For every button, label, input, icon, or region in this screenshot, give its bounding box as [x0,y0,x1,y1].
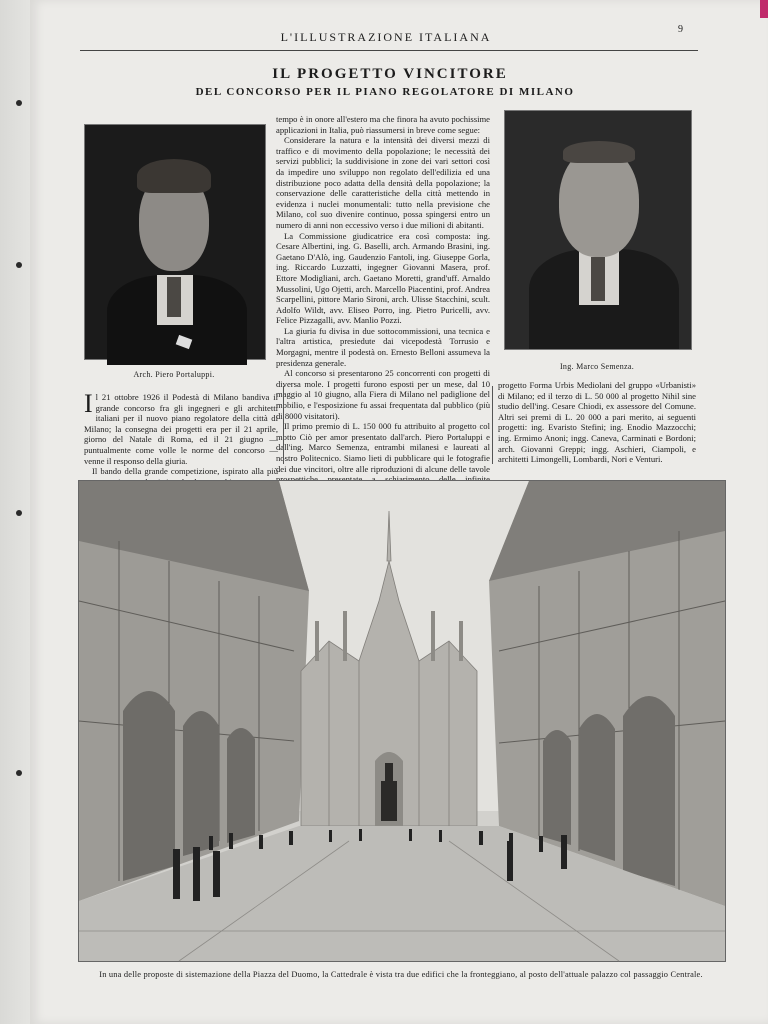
article-column-middle [276,114,490,474]
article-subtitle: DEL CONCORSO PER IL PIANO REGOLATORE DI MILANO [195,86,575,98]
illustration-drawing [79,481,725,961]
column-rule [283,386,284,464]
portrait-hair [137,159,211,193]
duomo-square-illustration [78,480,726,962]
paragraph: La giuria fu divisa in due sottocommissioni, una tecnica e l'altra artistica, presiedute dai vicepodestà Torrusio e Morgagni, mentre il podestà on. Ernesto Belloni assumeva la presidenza generale. [276,325,490,368]
article-column-left [84,389,278,477]
binding-hole [16,100,22,106]
paragraph: Considerare la natura e la intensità dei diversi mezzi di traffico e di movimento della popolazione; le necessità dei servizi pubblici; la suddivisione in zone dei vari settori così da impedire uno sviluppo non regolato dell'edilizia ed una distribuzione poco adatta della densità della popolazione; la conservazione delle caratteristiche della città mettendo in evidenza i nuclei monumentali: tutto nella previsione che Milano, col suo divenire continuo, possa spingersi entro un numero di anni non eccessivo verso i due milioni di abitanti. [276,135,490,230]
paragraph: l 21 ottobre 1926 il Podestà di Milano bandiva il grande concorso fra gli ingegneri e gli architetti italiani per il nuovo piano regolatore della città di Milano; la consegna dei progetti era per il 21 aprile, giorno del Natale di Roma, ed il 21 giugno — puntualmente come volle le norme del concorso — venne il responso della giuria. [84,392,278,466]
portrait-photo-left [84,124,266,360]
drop-cap: I [84,389,93,418]
header-rule [80,50,698,51]
binding-hole [16,510,22,516]
binding-edge [0,0,30,1024]
portrait-photo-right [504,110,692,350]
portrait-caption-right: Ing. Marco Semenza. [559,362,635,371]
binding-hole [16,770,22,776]
paragraph: Al concorso si presentarono 25 concorrenti con progetti di diversa mole. I progetti furono esposti per un mese, dal 10 maggio al 10 giugno, alla Fiera di Milano nel padiglione del mobilio, e l'esposizione fu assai frequentata dal pubblico (più di 8000 visitatori). [276,368,490,421]
illustration-caption: In una delle proposte di sistemazione della Piazza del Duomo, la Cattedrale è vista tra due edifici che la fronteggiano, al posto dell'attuale palazzo col passaggio Centrale. [99,970,703,979]
article-column-right [498,380,696,465]
article-title: IL PROGETTO VINCITORE [272,66,508,82]
portrait-face [559,147,639,257]
page-number: 9 [678,24,683,35]
portrait-hair [563,141,635,163]
paragraph: progetto Forma Urbis Mediolani del gruppo «Urbanisti» di Milano; ed il terzo di L. 50 000 al progetto Nihil sine studio dell'ing. Cesare Chiodi, ex assessore del Comune. Altri sei premi di L. 20 000 a pari merito, ai seguenti progetti: ing. Evaristo Stefini; ing. Enodio Mazzocchi; ing. Ermimo Anoni; ingg. Caneva, Carminati e Bordoni; arch. Giovanni Greppi; ingg. Aschieri, Ciampoli, e architetti Limongelli, Lombardi, Nori e Venturi. [498,380,696,465]
binding-hole [16,262,22,268]
portrait-tie [591,257,605,301]
running-head: L'ILLUSTRAZIONE ITALIANA [280,30,492,44]
column-rule [492,386,493,464]
portrait-tie [167,277,181,317]
paragraph: Il primo premio di L. 150 000 fu attribuito al progetto col motto Ciò per amor presentato dall'arch. Piero Portaluppi e dall'ing. Marco Semenza, entrambi milanesi e laureati al nostro Politecnico. Siamo lieti di pubblicare qui le fotografie dei due vincitori, oltre alle riproduzioni di alcune delle tavole [276,421,490,474]
paragraph: tempo è in onore all'estero ma che finora ha avuto pochissime applicazioni in Italia, può riassumersi in breve come segue: [276,114,490,135]
corner-tab [760,0,768,18]
paragraph: La Commissione giudicatrice era così composta: ing. Cesare Albertini, ing. G. Baselli, arch. Armando Brasini, ing. Gaetano D'Alò, ing. Gaudenzio Fantoli, ing. Giuseppe Gorla, ing. Riccardo Luzzatti, ingegner Giovanni Masera, prof. Ettore Modigliani, arch. Gaetano Moretti, grand'uff. Arnaldo Mussolini, Ugo Ojetti, arch. Marcello Piacentini, prof. Andrea Scarpellini, pittore Mario Sironi, arch. Ulisse Stacchini, scult. Adolfo Wildt, avv. Eliseo Porro, ing. Pietro Puricelli, avv. Felice Pizzagalli, avv. Manlio Pozzi. [276,230,490,326]
paragraph: Il bando della grande competizione, ispirato alla più [92,466,278,477]
portrait-caption-left: Arch. Piero Portaluppi. [133,370,215,379]
